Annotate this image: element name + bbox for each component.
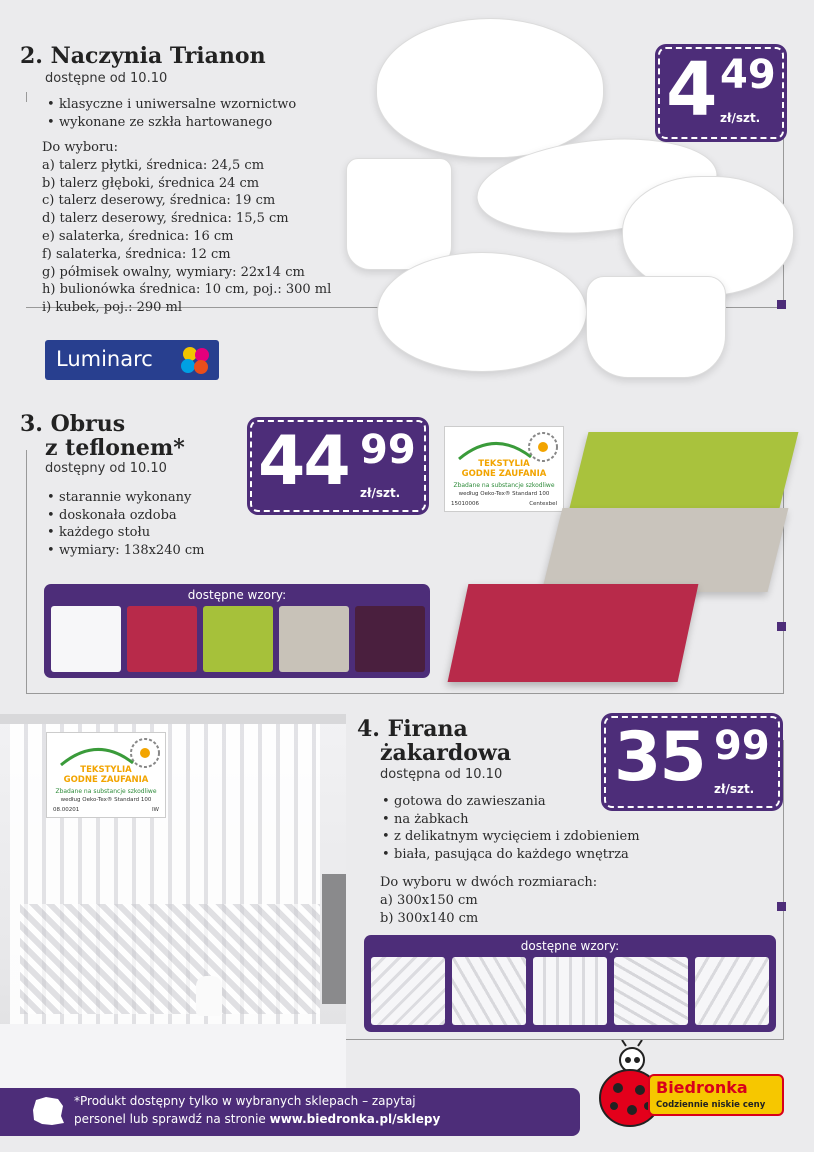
section2-options: [42, 139, 331, 317]
biedronka-wordmark: Biedronka: [656, 1078, 748, 1097]
arc-icon: [57, 741, 137, 767]
section2-title: 2. Naczynia Trianon: [20, 43, 266, 69]
cert-line1: TEKSTYLIA: [80, 765, 132, 775]
section3-corner-square: [777, 622, 786, 631]
pattern-swatch-red[interactable]: [127, 606, 197, 672]
patterns-label: dostępne wzory:: [187, 588, 287, 602]
biedronka-logo: [594, 1040, 794, 1128]
cert-code: 15010006: [451, 501, 479, 507]
cert-line2: GODNE ZAUFANIA: [63, 775, 149, 785]
option-item: h) bulionówka średnica: 10 cm, poj.: 300 ml: [42, 282, 332, 298]
options-title: Do wyboru:: [42, 140, 118, 155]
pattern-swatch-plum[interactable]: [355, 606, 425, 672]
footer-bar: [0, 1088, 580, 1136]
price-whole: 35: [614, 718, 705, 797]
section2-frame-left: [26, 92, 27, 102]
luminarc-flower-icon: [178, 344, 214, 376]
bullet-item: • doskonała ozdoba: [45, 507, 204, 525]
cert-line4: według Oeko-Tex® Standard 100: [458, 491, 550, 497]
cert-line1: TEKSTYLIA: [478, 459, 530, 469]
cert-line4: według Oeko-Tex® Standard 100: [60, 797, 152, 803]
bullet-item: • gotowa do zawieszania: [380, 793, 640, 811]
curtain-pattern-swatch-2[interactable]: [452, 957, 526, 1025]
cert-institute: Centexbel: [529, 501, 557, 507]
section4-bullets: [380, 793, 640, 863]
arc-icon: [455, 435, 535, 461]
bullet-item: • wykonane ze szkła hartowanego: [45, 114, 296, 132]
price-whole: 44: [258, 422, 349, 501]
pattern-swatch-beige[interactable]: [279, 606, 349, 672]
bullet-item: • starannie wykonany: [45, 489, 204, 507]
section4-corner-square: [777, 902, 786, 911]
curtain-pattern-swatch-4[interactable]: [614, 957, 688, 1025]
poland-map-icon: [30, 1094, 66, 1128]
pattern-swatch-green[interactable]: [203, 606, 273, 672]
bullet-item: • z delikatnym wycięciem i zdobieniem: [380, 828, 640, 846]
section4-sizes: [380, 874, 597, 927]
cert-code: 08.00201: [53, 807, 80, 813]
section2-price-tag: [658, 47, 784, 139]
section4-title-line2: żakardowa: [380, 740, 512, 766]
section4-availability: dostępna od 10.10: [380, 767, 503, 782]
price-whole: 4: [666, 47, 716, 133]
option-item: d) talerz deserowy, średnica: 15,5 cm: [42, 211, 289, 227]
curtain-pattern-swatch-5[interactable]: [695, 957, 769, 1025]
oeko-tex-certificate: [444, 426, 564, 512]
price-unit: zł/szt.: [714, 782, 755, 796]
option-item: b) talerz głęboki, średnica 24 cm: [42, 175, 260, 191]
option-item: f) salaterka, średnica: 12 cm: [42, 246, 231, 262]
price-unit: zł/szt.: [720, 111, 761, 125]
footer-note-line2: personel lub sprawdź na stronie: [74, 1112, 270, 1126]
section3-title-line2: z teflonem*: [45, 435, 185, 461]
pattern-swatch-white[interactable]: [51, 606, 121, 672]
section4-price-tag: [604, 716, 780, 808]
cert-line3: Zbadane na substancje szkodliwe: [453, 482, 555, 489]
section3-availability: dostępny od 10.10: [45, 461, 167, 476]
section3-price-tag: [250, 420, 426, 512]
sizes-title: Do wyboru w dwóch rozmiarach:: [380, 875, 598, 890]
section4-title-line1: 4. Firana: [357, 716, 468, 742]
size-item: b) 300x140 cm: [380, 910, 479, 926]
footer-link[interactable]: www.biedronka.pl/sklepy: [269, 1112, 441, 1126]
cert-institute: IW: [151, 807, 159, 813]
section2-availability: dostępne od 10.10: [45, 71, 168, 86]
price-cents: 99: [360, 427, 416, 473]
option-item: e) salaterka, średnica: 16 cm: [42, 228, 234, 244]
section2-bullets: [45, 96, 296, 131]
bullet-item: • na żabkach: [380, 811, 640, 829]
bullet-item: • klasyczne i uniwersalne wzornictwo: [45, 96, 296, 114]
price-cents: 49: [720, 52, 776, 98]
section2-corner-square: [777, 300, 786, 309]
biedronka-slogan: Codziennie niskie ceny: [656, 1100, 766, 1110]
oeko-tex-certificate: [46, 732, 166, 818]
bullet-item: • każdego stołu: [45, 524, 204, 542]
footer-note-line1: *Produkt dostępny tylko w wybranych sklepach – zapytaj: [74, 1094, 416, 1108]
curtain-pattern-swatch-1[interactable]: [371, 957, 445, 1025]
option-item: i) kubek, poj.: 290 ml: [42, 300, 183, 316]
biedronka-banner: [648, 1074, 784, 1116]
section3-patterns-panel: [44, 584, 430, 678]
option-item: g) półmisek owalny, wymiary: 22x14 cm: [42, 264, 305, 280]
curtain-pattern-swatch-3[interactable]: [533, 957, 607, 1025]
cert-line2: GODNE ZAUFANIA: [461, 469, 547, 479]
luminarc-logo: [45, 340, 219, 380]
size-item: a) 300x150 cm: [380, 892, 478, 908]
cert-line3: Zbadane na substancje szkodliwe: [55, 788, 157, 795]
price-unit: zł/szt.: [360, 486, 401, 500]
bullet-item: • wymiary: 138x240 cm: [45, 542, 204, 560]
option-item: c) talerz deserowy, średnica: 19 cm: [42, 193, 276, 209]
option-item: a) talerz płytki, średnica: 24,5 cm: [42, 157, 265, 173]
price-cents: 99: [714, 723, 770, 769]
luminarc-wordmark: Luminarc: [56, 347, 153, 371]
section4-patterns-panel: [364, 935, 776, 1032]
section3-bullets: [45, 489, 204, 559]
bullet-item: • biała, pasująca do każdego wnętrza: [380, 846, 640, 864]
section3-title-line1: 3. Obrus: [20, 411, 126, 437]
patterns-label: dostępne wzory:: [520, 939, 620, 953]
